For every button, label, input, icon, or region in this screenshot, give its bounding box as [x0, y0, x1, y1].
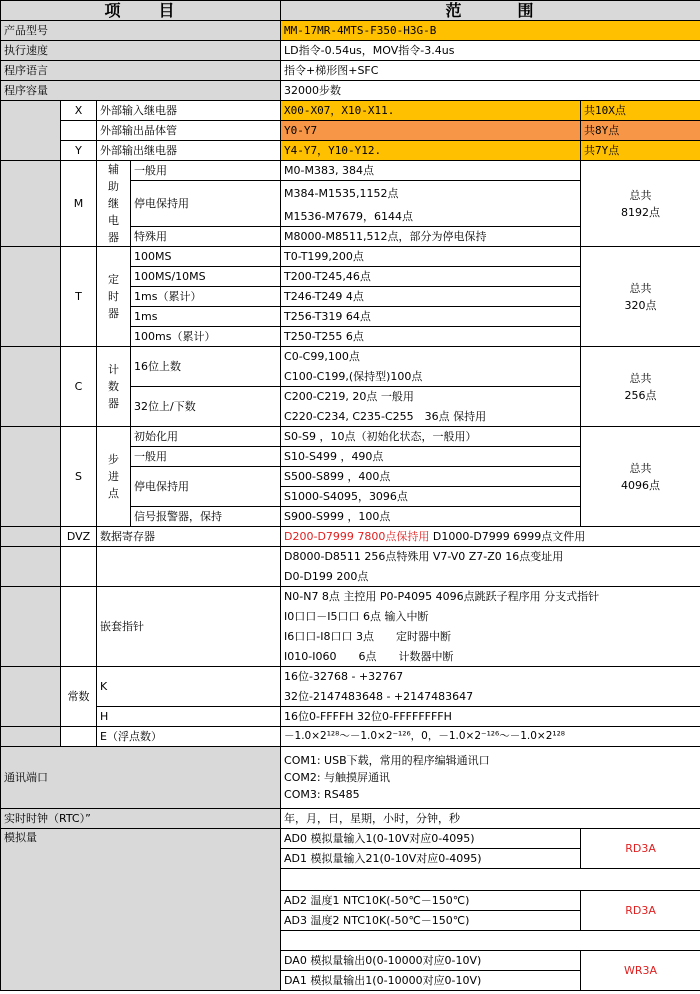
- t-range: T250-T255 6点: [281, 327, 581, 347]
- s-total: 总共 4096点: [581, 427, 700, 527]
- t-total: 总共 320点: [581, 247, 700, 347]
- t-range: T246-T249 4点: [281, 287, 581, 307]
- t-name: 100ms（累计）: [131, 327, 281, 347]
- c-code: C: [61, 347, 97, 427]
- io-range: X00-X07，X10-X11.: [281, 101, 581, 121]
- s-group: [1, 427, 61, 527]
- comm-label: 通讯端口: [1, 747, 281, 809]
- c-category: 计数器: [97, 347, 131, 427]
- m-range: M8000-M8511,512点，部分为停电保持: [281, 227, 581, 247]
- c-range: C100-C199,(保持型)100点: [281, 367, 581, 387]
- pointer-blank: [61, 587, 97, 667]
- t-name: 100MS: [131, 247, 281, 267]
- t-name: 100MS/10MS: [131, 267, 281, 287]
- d-name: 数据寄存器: [97, 527, 281, 547]
- analog-ad3: AD3 温度2 NTC10K(-50℃－150℃): [281, 911, 581, 931]
- io-code: X: [61, 101, 97, 121]
- s-range: S900-S999 ，100点: [281, 507, 581, 527]
- rtc-value: 年，月，日，星期，小时，分钟，秒: [281, 809, 700, 829]
- d-code: DVZ: [61, 527, 97, 547]
- d-group: [1, 527, 61, 547]
- d-line1-retain: D200-D7999 7800点保持用: [284, 530, 430, 543]
- m-category: 辅助继电器: [97, 161, 131, 247]
- c-name: 32位上/下数: [131, 387, 281, 427]
- io-group: [1, 101, 61, 161]
- d-line2: D8000-D8511 256点特殊用 V7-V0 Z7-Z0 16点变址用: [281, 547, 700, 567]
- d-line1: [281, 527, 700, 547]
- t-range: T256-T319 64点: [281, 307, 581, 327]
- t-category: 定时器: [97, 247, 131, 347]
- m-range: M1536-M7679，6144点: [281, 207, 581, 227]
- header-item: 项 目: [1, 1, 281, 21]
- model-value: MM-17MR-4MTS-F350-H3G-B: [281, 21, 700, 41]
- analog-spacer: [281, 931, 700, 951]
- lang-value: 指令+梯形图+SFC: [281, 61, 700, 81]
- c-name: 16位上数: [131, 347, 281, 387]
- io-range: Y0-Y7: [281, 121, 581, 141]
- model-label: 产品型号: [1, 21, 281, 41]
- d-line1-file: D1000-D7999 6999点文件用: [429, 530, 586, 543]
- const-k2: 32位-2147483648 - +2147483647: [281, 687, 700, 707]
- pointer-line: I010-I060 6点 计数器中断: [281, 647, 700, 667]
- analog-label: 模拟量: [1, 829, 281, 991]
- const-k1: 16位-32768 - +32767: [281, 667, 700, 687]
- const-e-blank: [61, 727, 97, 747]
- const-e1: －1.0×2¹²⁸～－1.0×2⁻¹²⁶，0，－1.0×2⁻¹²⁶～－1.0×2¹²⁸: [281, 727, 700, 747]
- s-range: S500-S899 ，400点: [281, 467, 581, 487]
- capacity-value: 32000步数: [281, 81, 700, 101]
- io-total: 共10X点: [581, 101, 700, 121]
- io-total: 共7Y点: [581, 141, 700, 161]
- s-name: 停电保持用: [131, 467, 281, 507]
- const-group: [1, 667, 61, 727]
- speed-value: LD指令-0.54us，MOV指令-3.4us: [281, 41, 700, 61]
- io-code: Y: [61, 141, 97, 161]
- analog-model-1: RD3A: [581, 829, 700, 869]
- io-range: Y4-Y7，Y10-Y12.: [281, 141, 581, 161]
- d-group-blank: [1, 547, 61, 587]
- header-range: 范 围: [281, 1, 700, 21]
- analog-ad1: AD1 模拟量输入21(0-10V对应0-4095): [281, 849, 581, 869]
- io-name: 外部输入继电器: [97, 101, 281, 121]
- analog-model-3: WR3A: [581, 951, 700, 991]
- comm-lines: COM1: USB下载，常用的程序编辑通讯口 COM2: 与触摸屏通讯 COM3: RS485: [281, 747, 700, 809]
- rtc-label: 实时时钟（RTC）”: [1, 809, 281, 829]
- t-range: T200-T245,46点: [281, 267, 581, 287]
- analog-ad2: AD2 温度1 NTC10K(-50℃－150℃): [281, 891, 581, 911]
- m-name: 特殊用: [131, 227, 281, 247]
- d-line3: D0-D199 200点: [281, 567, 700, 587]
- s-code: S: [61, 427, 97, 527]
- t-code: T: [61, 247, 97, 347]
- analog-spacer: [281, 869, 700, 891]
- m-range: M0-M383, 384点: [281, 161, 581, 181]
- io-code: [61, 121, 97, 141]
- t-name: 1ms: [131, 307, 281, 327]
- s-range: S0-S9 ，10点（初始化状态，一般用）: [281, 427, 581, 447]
- m-name: 停电保持用: [131, 181, 281, 227]
- c-range: C220-C234, C235-C255 36点 保持用: [281, 407, 581, 427]
- analog-da1: DA1 模拟量输出1(0-10000对应0-10V): [281, 971, 581, 991]
- t-name: 1ms（累计）: [131, 287, 281, 307]
- m-name: 一般用: [131, 161, 281, 181]
- const-e-group: [1, 727, 61, 747]
- const-h: H: [97, 707, 281, 727]
- s-name: 初始化用: [131, 427, 281, 447]
- m-total: 总共 8192点: [581, 161, 700, 247]
- c-range: C0-C99,100点: [281, 347, 581, 367]
- m-group: [1, 161, 61, 247]
- s-category: 步进点: [97, 427, 131, 527]
- pointer-name: 嵌套指针: [97, 587, 281, 667]
- analog-ad0: AD0 模拟量输入1(0-10V对应0-4095): [281, 829, 581, 849]
- pointer-group: [1, 587, 61, 667]
- d-blank: [61, 547, 97, 587]
- c-total: 总共 256点: [581, 347, 700, 427]
- d-blank2: [97, 547, 281, 587]
- t-range: T0-T199,200点: [281, 247, 581, 267]
- m-code: M: [61, 161, 97, 247]
- pointer-line: N0-N7 8点 主控用 P0-P4095 4096点跳跃子程序用 分支式指针: [281, 587, 700, 607]
- const-label: 常数: [61, 667, 97, 727]
- analog-da0: DA0 模拟量输出0(0-10000对应0-10V): [281, 951, 581, 971]
- io-name: 外部输出继电器: [97, 141, 281, 161]
- s-name: 信号报警器，保持: [131, 507, 281, 527]
- s-range: S10-S499 ，490点: [281, 447, 581, 467]
- s-name: 一般用: [131, 447, 281, 467]
- analog-model-2: RD3A: [581, 891, 700, 931]
- m-range: M384-M1535,1152点: [281, 181, 581, 207]
- pointer-line: I0口口－I5口口 6点 输入中断: [281, 607, 700, 627]
- const-k: K: [97, 667, 281, 707]
- const-e: E（浮点数）: [97, 727, 281, 747]
- capacity-label: 程序容量: [1, 81, 281, 101]
- const-h1: 16位0-FFFFH 32位0-FFFFFFFFH: [281, 707, 700, 727]
- s-range: S1000-S4095，3096点: [281, 487, 581, 507]
- t-group: [1, 247, 61, 347]
- c-group: [1, 347, 61, 427]
- io-name: 外部输出晶体管: [97, 121, 281, 141]
- io-total: 共8Y点: [581, 121, 700, 141]
- c-range: C200-C219, 20点 一般用: [281, 387, 581, 407]
- speed-label: 执行速度: [1, 41, 281, 61]
- lang-label: 程序语言: [1, 61, 281, 81]
- pointer-line: I6口口-I8口口 3点 定时器中断: [281, 627, 700, 647]
